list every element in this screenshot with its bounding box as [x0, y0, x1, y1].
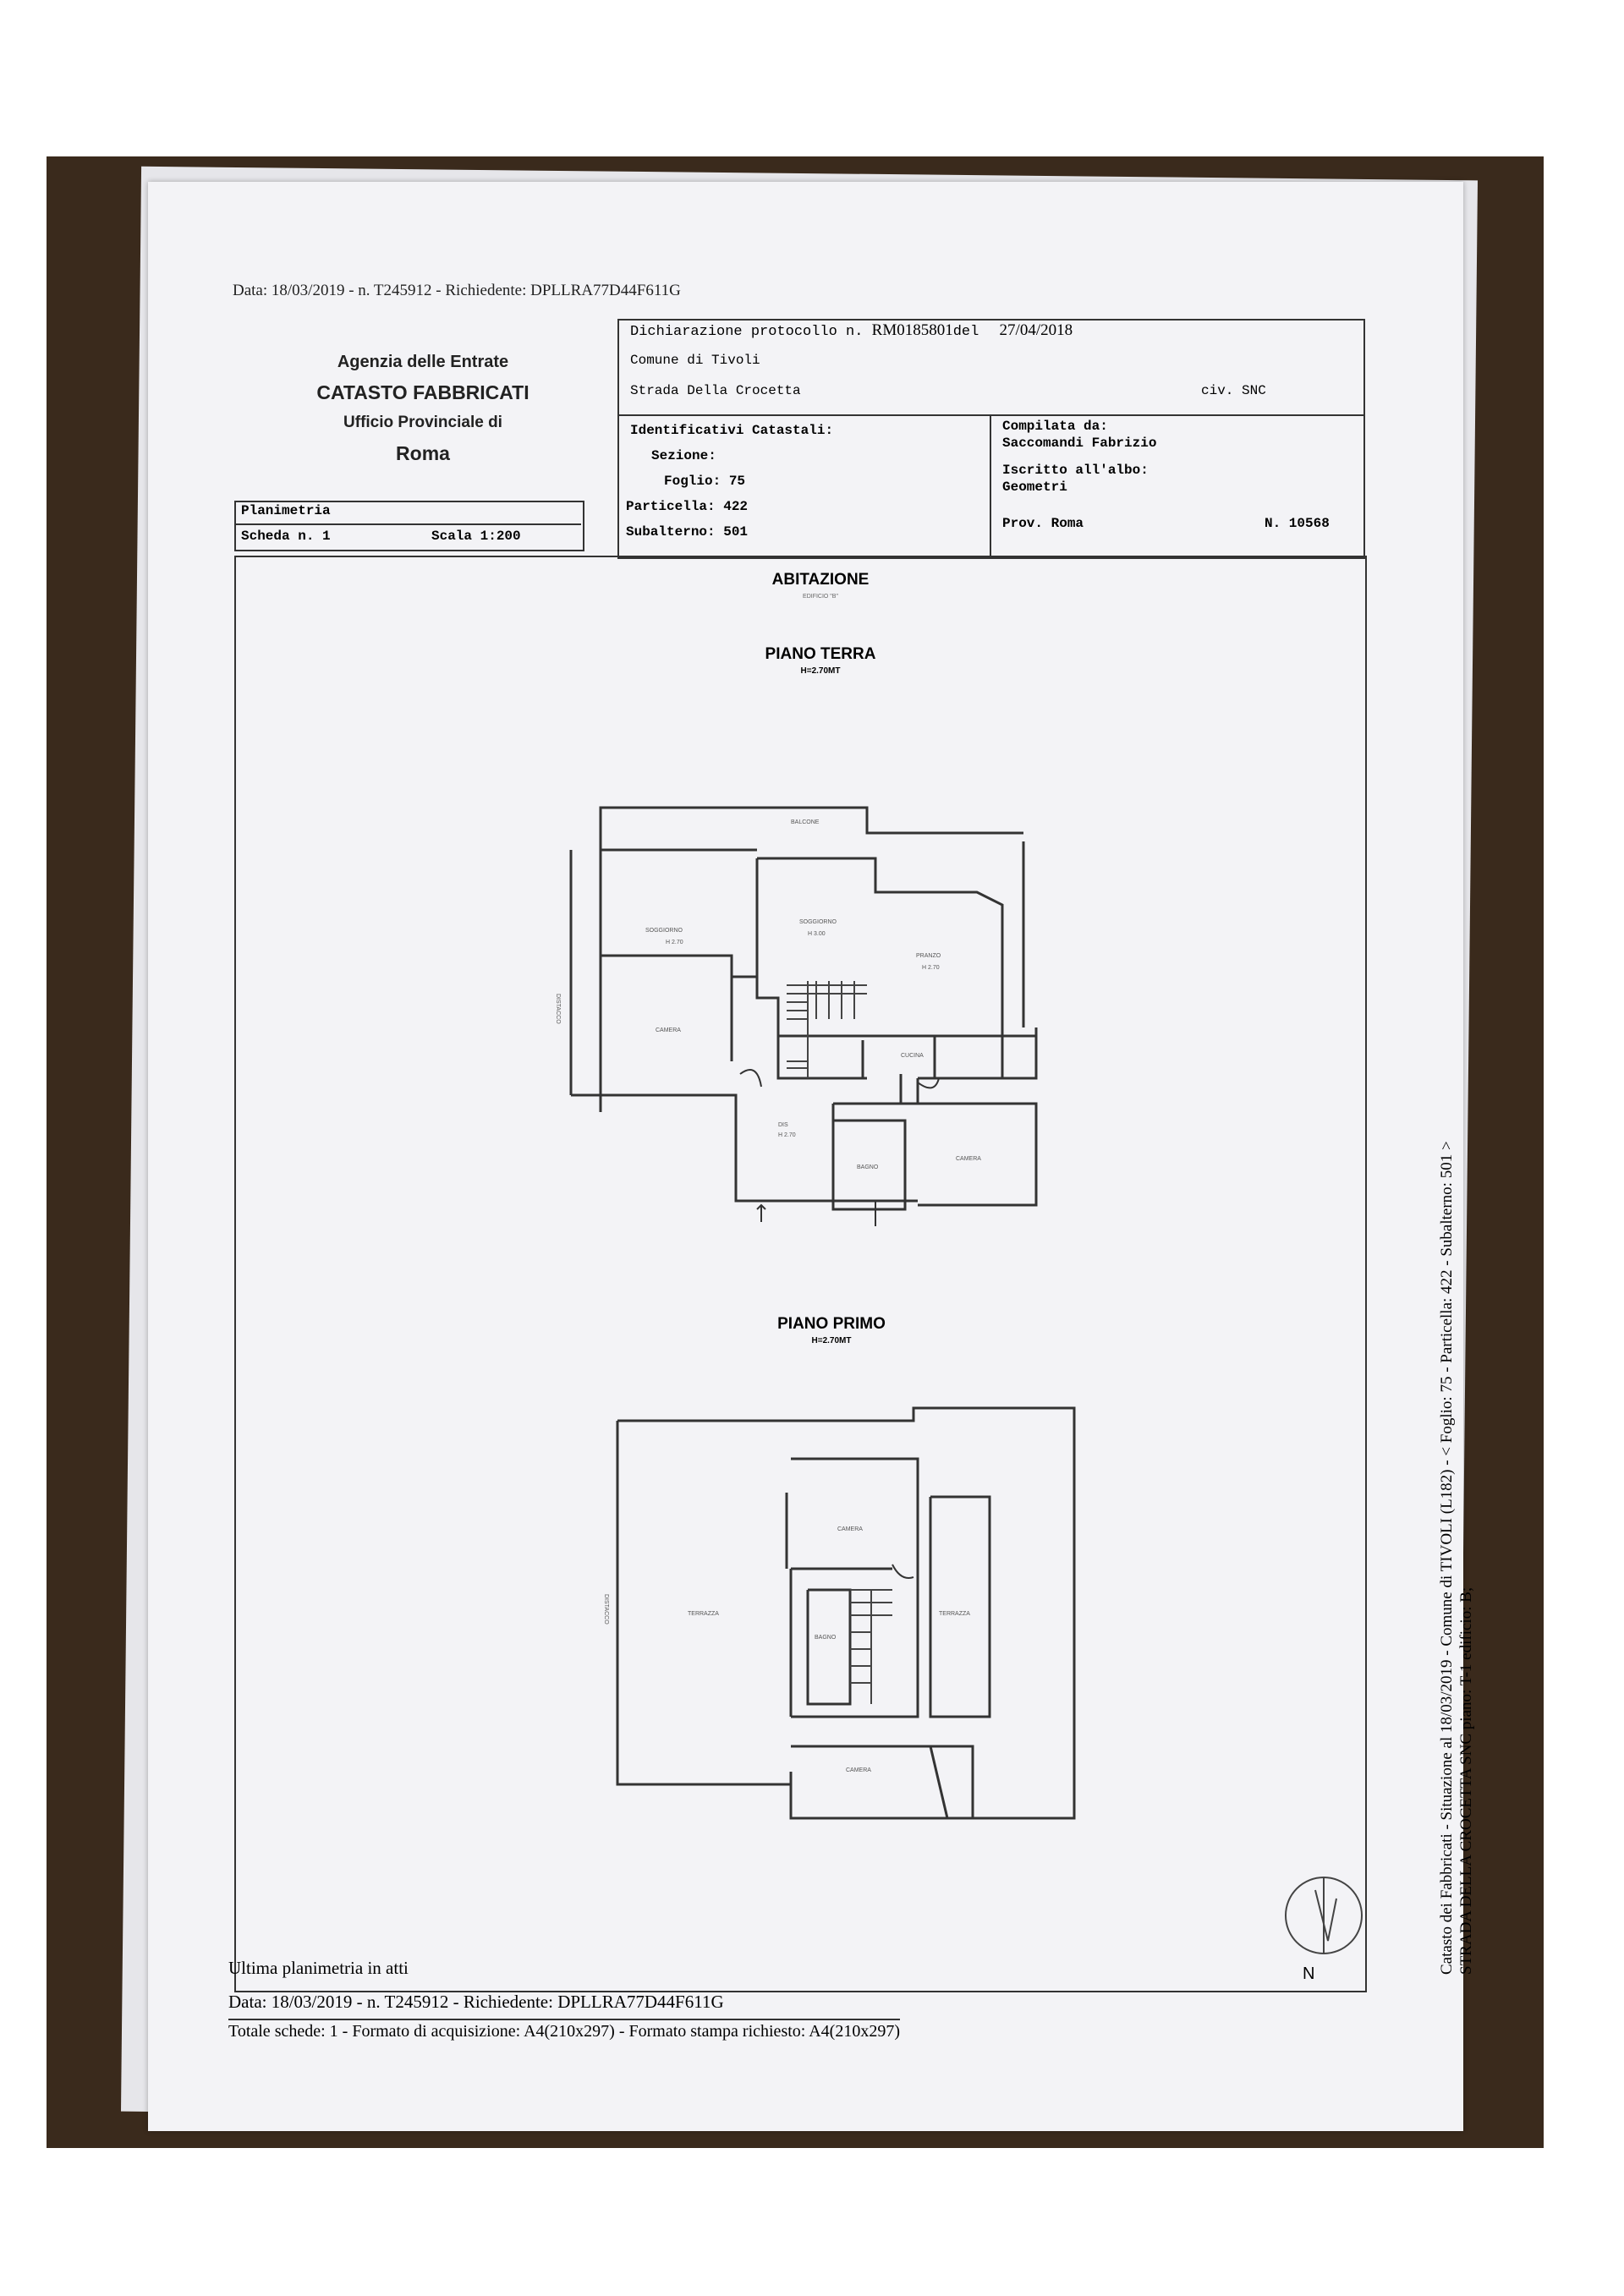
agency-city: Roma	[396, 442, 450, 464]
room-label: PRANZO	[916, 953, 941, 959]
side-text-line2: STRADA DELLA CROCETTA SNC piano: T-1 edificio: B;	[1457, 1586, 1475, 1975]
room-label: H 3.00	[808, 931, 826, 937]
room-label: BAGNO	[857, 1164, 879, 1170]
distacco-first-label: DISTACCO	[603, 1594, 609, 1625]
room-label: BALCONE	[791, 819, 820, 825]
room-label: TERRAZZA	[688, 1611, 719, 1617]
floor-plans-drawing	[148, 182, 1463, 2131]
room-label: CUCINA	[901, 1053, 924, 1059]
header-top-line: Data: 18/03/2019 - n. T245912 - Richiedente: DPLLRA77D44F611G	[233, 282, 681, 299]
civico: civ. SNC	[1201, 383, 1266, 398]
first-stairs	[850, 1590, 892, 1704]
ground-floor-walls	[571, 808, 1036, 1209]
plan-subtitle: EDIFICIO "B"	[803, 594, 838, 600]
agency-catasto: CATASTO FABBRICATI	[316, 381, 529, 403]
scala-label: Scala 1:200	[431, 529, 521, 544]
room-label: H 2.70	[922, 965, 940, 971]
first-floor-height: H=2.70MT	[811, 1336, 852, 1345]
room-label: SOGGIORNO	[799, 919, 837, 925]
compilata-label: Compilata da:	[1002, 419, 1108, 434]
planimetria-label: Planimetria	[241, 503, 331, 518]
room-label: H 2.70	[666, 940, 683, 945]
scheda-label: Scheda n. 1	[241, 529, 331, 544]
footer-data-line: Data: 18/03/2019 - n. T245912 - Richiedente: DPLLRA77D44F611G	[228, 1992, 724, 2012]
room-label: BAGNO	[815, 1635, 837, 1641]
footer-ultima: Ultima planimetria in atti	[228, 1958, 409, 1978]
footer-totale-line: Totale schede: 1 - Formato di acquisizione: A4(210x297) - Formato stampa richiesto: A4(210x297)	[228, 2019, 900, 2041]
door-marks	[740, 1070, 939, 1578]
room-label: CAMERA	[956, 1156, 981, 1162]
first-floor-walls	[617, 1408, 1074, 1818]
cadastral-sheet	[148, 182, 1475, 2131]
numero-albo: N. 10568	[1265, 516, 1330, 531]
protocol-date-label: del	[952, 324, 979, 340]
compilata-name: Saccomandi Fabrizio	[1002, 436, 1157, 451]
first-floor-title: PIANO PRIMO	[777, 1315, 886, 1333]
distacco-ground-label: DISTACCO	[555, 994, 561, 1024]
agency-office: Ufficio Provinciale di	[343, 414, 502, 431]
room-label: H 2.70	[778, 1132, 796, 1138]
agency-name: Agenzia delle Entrate	[337, 353, 509, 371]
protocol-label: Dichiarazione protocollo n.	[630, 324, 864, 340]
plan-title: ABITAZIONE	[771, 571, 870, 589]
room-label: CAMERA	[837, 1526, 863, 1532]
iscritto-label: Iscritto all'albo:	[1002, 463, 1149, 478]
ident-title: Identificativi Catastali:	[630, 423, 834, 438]
sezione: Sezione:	[651, 448, 716, 463]
strada: Strada Della Crocetta	[630, 383, 801, 398]
ground-stairs	[787, 981, 867, 1078]
ground-floor-height: H=2.70MT	[800, 666, 841, 676]
iscritto-value: Geometri	[1002, 479, 1067, 495]
room-label: DIS	[778, 1122, 788, 1128]
protocol-date: 27/04/2018	[999, 321, 1073, 339]
room-label: CAMERA	[656, 1027, 681, 1033]
subalterno: Subalterno: 501	[626, 524, 749, 540]
side-text-line1: Catasto dei Fabbricati - Situazione al 18/03/2019 - Comune di TIVOLI (L182) - < Foglio: 75 - Particella: 422 - Subalterno: 501 >	[1438, 1141, 1456, 1975]
foglio: Foglio: 75	[664, 474, 746, 489]
protocol-number: RM0185801	[871, 321, 953, 339]
prov: Prov. Roma	[1002, 516, 1084, 531]
room-label: SOGGIORNO	[645, 928, 683, 934]
room-label: CAMERA	[846, 1767, 871, 1773]
ground-floor-title: PIANO TERRA	[765, 645, 876, 663]
north-arrow-icon	[1286, 1877, 1362, 1954]
room-label: TERRAZZA	[939, 1611, 970, 1617]
north-label: N	[1303, 1964, 1315, 1983]
particella: Particella: 422	[626, 499, 749, 514]
comune: Comune di Tivoli	[630, 353, 760, 368]
